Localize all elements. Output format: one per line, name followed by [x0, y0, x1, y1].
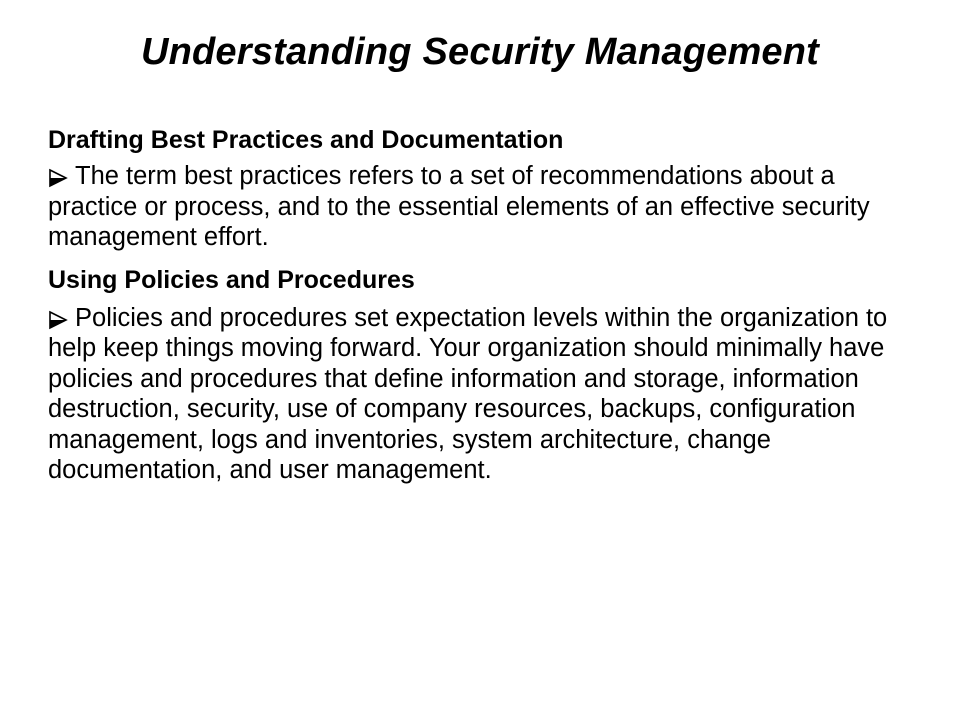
bullet-text-best-practices: The term best practices refers to a set of recommendations about a practice or process, and to the essential elements of an effective security management effort. [48, 162, 870, 251]
slide-title: Understanding Security Management [140, 31, 820, 73]
bullet-text-policies: Policies and procedures set expectation levels within the organization to help keep things moving forward. Your organization should minimally have policies and procedures that define information and storage, information destruction, security, use of company resources, backups, configuration management, logs and inventories, system architecture, change documentation, and user management. [48, 303, 888, 484]
slide-body [48, 123, 928, 486]
section-heading-best-practices: Drafting Best Practices and Documentation [48, 126, 564, 154]
arrow-bullet-icon [48, 161, 75, 188]
section-heading-policies: Using Policies and Procedures [48, 265, 415, 294]
arrow-bullet-icon [48, 303, 75, 330]
bullet-item-policies [48, 303, 928, 486]
bullet-item-best-practices [48, 161, 928, 253]
